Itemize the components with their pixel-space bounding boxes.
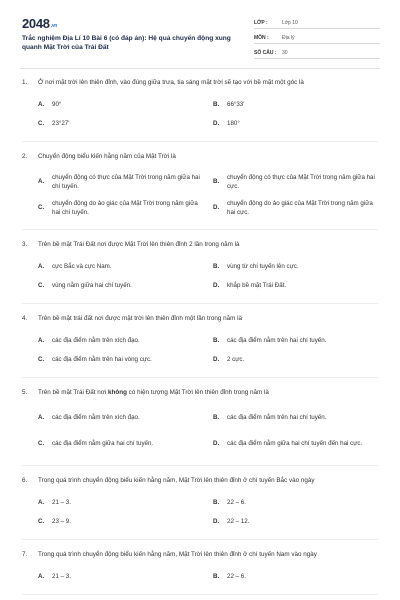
logo-text: 2048 — [22, 16, 50, 31]
question-stem — [22, 78, 378, 88]
option-text: 23 – 9. — [52, 517, 71, 525]
question-number: 2. — [22, 153, 28, 160]
question-text-part: có hiện tượng Mặt Trời lên thiên đỉnh trong năm là — [126, 389, 269, 396]
meta-label: SỐ CÂU : — [254, 50, 277, 56]
option-letter: D. — [213, 204, 220, 212]
option-text: 21 – 3. — [52, 498, 71, 506]
question-7 — [22, 550, 378, 595]
question-number: 3. — [22, 241, 28, 248]
option-c[interactable] — [38, 195, 203, 221]
option-text: chuyển động có thực của Mặt Trời trong năm giữa hai chí tuyến. — [52, 173, 200, 190]
option-text: vùng từ chí tuyến lên cực. — [227, 262, 299, 270]
option-text: các địa điểm nằm trên hai chí tuyến. — [227, 414, 327, 422]
option-letter: D. — [213, 355, 220, 363]
question-number: 4. — [22, 315, 28, 322]
option-letter: A. — [38, 498, 45, 506]
option-text: 22 – 12. — [227, 517, 250, 525]
page-title: Trắc nghiệm Địa Lí 10 Bài 6 (có đáp án): Hệ quả chuyển động xung quanh Mặt Trời của Trái Đất — [22, 35, 231, 51]
question-number: 7. — [22, 551, 28, 558]
option-letter: B. — [213, 262, 220, 270]
option-b[interactable] — [213, 331, 378, 350]
option-text: các địa điểm nằm giữa hai chí tuyến đến hai cực. — [227, 440, 363, 448]
option-d[interactable] — [213, 114, 378, 133]
option-letter: A. — [38, 572, 45, 580]
option-d[interactable] — [213, 195, 378, 221]
answer-options — [22, 169, 378, 221]
option-c[interactable] — [38, 431, 203, 457]
option-b[interactable] — [213, 257, 378, 276]
option-letter: B. — [213, 336, 220, 344]
option-letter: A. — [38, 336, 45, 344]
option-text: các địa điểm nằm trên xích đạo. — [52, 336, 140, 344]
option-letter: C. — [38, 355, 45, 363]
option-text: các địa điểm nằm trên hai chí tuyến. — [227, 336, 327, 344]
option-letter: A. — [38, 100, 45, 108]
meta-value: Địa lý — [282, 35, 295, 41]
option-letter: D. — [213, 119, 220, 127]
option-letter: A. — [38, 414, 45, 422]
question-text: Trong quá trình chuyển động biểu kiến hằng năm, Mặt Trời lên thiên đỉnh ở chí tuyến Nam vào ngày — [38, 551, 317, 558]
option-letter: D. — [213, 517, 220, 525]
option-a[interactable] — [38, 567, 203, 586]
question-stem — [22, 550, 378, 560]
option-letter: C. — [38, 204, 45, 212]
option-text: 66°33' — [227, 100, 245, 108]
option-c[interactable] — [38, 350, 203, 369]
question-number: 5. — [22, 389, 28, 396]
option-d[interactable] — [213, 276, 378, 295]
meta-value: 30 — [282, 50, 288, 56]
answer-options — [22, 257, 378, 295]
option-text: 21 – 3. — [52, 572, 71, 580]
question-text: Ở nơi mặt trời lên thiên đỉnh, vào đúng giữa trưa, tia sáng mặt trời sẽ tạo với bề mặt một góc là — [38, 79, 304, 86]
option-text: các địa điểm nằm giữa hai chí tuyến. — [52, 440, 154, 448]
meta-label: MÔN : — [254, 35, 269, 41]
option-text: 22 – 6. — [227, 572, 246, 580]
answer-options — [22, 331, 378, 369]
option-text: cực Bắc và cực Nam. — [52, 262, 112, 270]
option-d[interactable] — [213, 350, 378, 369]
question-stem — [22, 314, 378, 324]
question-5 — [22, 388, 378, 466]
option-letter: D. — [213, 281, 220, 289]
question-text: Trên bề mặt trái đất nơi được mặt trời lên thiên đỉnh một lần trong năm là — [38, 315, 242, 322]
option-letter: C. — [38, 281, 45, 289]
option-d[interactable] — [213, 512, 378, 531]
option-letter: C. — [38, 440, 45, 448]
option-text: 2 cực. — [227, 355, 245, 363]
option-letter: D. — [213, 440, 220, 448]
meta-row-subject — [254, 29, 380, 44]
option-text: chuyển động do ảo giác của Mặt Trời trong năm giữa hai chí tuyến. — [52, 199, 198, 216]
question-stem — [22, 240, 378, 250]
option-b[interactable] — [213, 405, 378, 431]
option-text: 90° — [52, 100, 62, 108]
logo-suffix: .vn — [50, 23, 58, 29]
question-number: 6. — [22, 477, 28, 484]
option-a[interactable] — [38, 95, 203, 114]
option-b[interactable] — [213, 95, 378, 114]
option-text: chuyển động có thực của Mặt Trời trong năm giữa hai cực. — [227, 173, 375, 190]
question-4 — [22, 314, 378, 378]
meta-value: Lớp 10 — [282, 20, 298, 26]
option-c[interactable] — [38, 512, 203, 531]
option-text: chuyển động do ảo giác của Mặt Trời trong năm giữa hai cực. — [227, 199, 373, 216]
option-d[interactable] — [213, 431, 378, 457]
option-c[interactable] — [38, 114, 203, 133]
option-text: 23°27' — [52, 119, 70, 127]
question-text — [38, 388, 378, 398]
answer-options — [22, 405, 378, 457]
option-text: khắp bề mặt Trái Đất. — [227, 281, 287, 289]
option-text: các địa điểm nằm trên hai vòng cực. — [52, 355, 152, 363]
question-6 — [22, 476, 378, 540]
option-letter: C. — [38, 517, 45, 525]
option-text: 180° — [227, 119, 240, 127]
meta-panel — [254, 14, 380, 59]
option-a[interactable] — [38, 405, 203, 431]
meta-row-count — [254, 44, 380, 59]
question-text-part: Trên bề mặt Trái Đất nơi — [38, 389, 109, 396]
question-text-emphasis: không — [108, 389, 127, 396]
option-text: vùng nằm giữa hai chí tuyến. — [52, 281, 132, 289]
question-text: Chuyển động biểu kiến hằng năm của Mặt Trời là — [38, 153, 176, 160]
answer-options — [22, 493, 378, 531]
option-a[interactable] — [38, 169, 203, 195]
option-letter: B. — [213, 498, 220, 506]
option-text: 22 – 6. — [227, 498, 246, 506]
option-letter: B. — [213, 414, 220, 422]
question-text: Trên bề mặt Trái Đất nơi được Mặt Trời lên thiên đỉnh 2 lần trong năm là — [38, 241, 240, 248]
option-b[interactable] — [213, 493, 378, 512]
option-b[interactable] — [213, 567, 378, 586]
site-logo[interactable] — [22, 16, 57, 31]
question-text: Trong quá trình chuyển động biểu kiến hằng năm, Mặt Trời lên thiên đỉnh ở chí tuyến Bắc vào ngày — [38, 477, 315, 484]
question-number: 1. — [22, 79, 28, 86]
option-letter: B. — [213, 100, 220, 108]
header — [22, 14, 380, 62]
option-letter: A. — [38, 178, 45, 186]
option-letter: B. — [213, 178, 220, 186]
option-a[interactable] — [38, 493, 203, 512]
option-b[interactable] — [213, 169, 378, 195]
question-stem — [22, 388, 378, 398]
meta-row-class — [254, 14, 380, 29]
question-stem — [22, 476, 378, 486]
option-a[interactable] — [38, 331, 203, 350]
option-letter: B. — [213, 572, 220, 580]
option-letter: C. — [38, 119, 45, 127]
header-divider — [20, 68, 380, 69]
answer-options — [22, 95, 378, 133]
option-letter: A. — [38, 262, 45, 270]
question-3 — [22, 240, 378, 304]
option-text: các địa điểm nằm trên xích đạo. — [52, 414, 140, 422]
question-stem — [22, 152, 378, 162]
question-list — [22, 78, 378, 600]
option-c[interactable] — [38, 276, 203, 295]
meta-label: LỚP : — [254, 20, 268, 26]
answer-options — [22, 567, 378, 586]
option-a[interactable] — [38, 257, 203, 276]
question-2 — [22, 152, 378, 230]
question-1 — [22, 78, 378, 142]
